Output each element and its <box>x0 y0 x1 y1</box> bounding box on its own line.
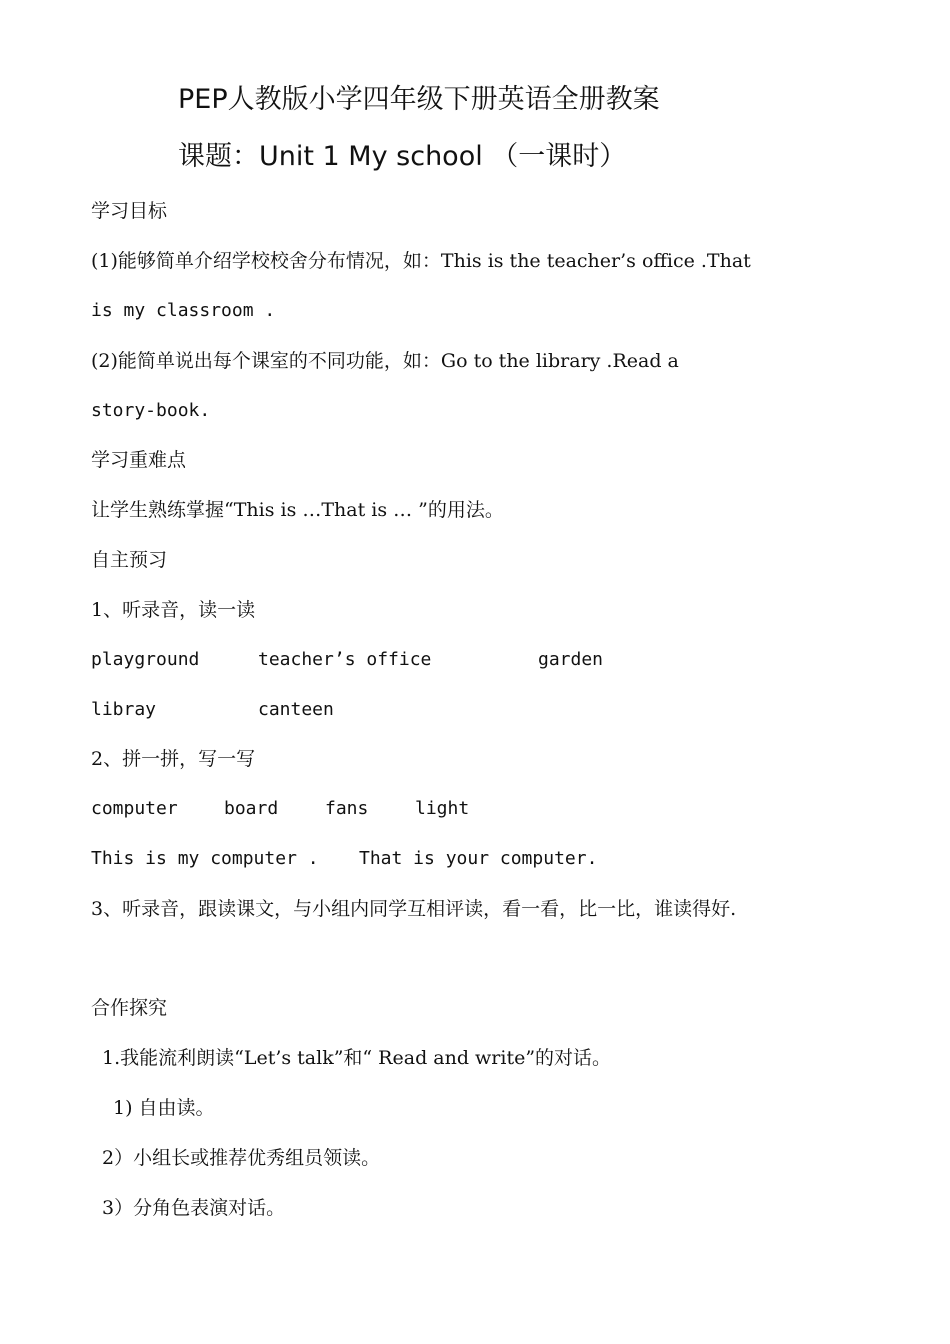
vocab-word: board <box>224 798 279 819</box>
key-point-text: 让学生熟练掌握“This is …That is … ”的用法。 <box>91 499 504 521</box>
cooperation-task-1-step-3: 3）分角色表演对话。 <box>102 1197 286 1219</box>
vocab-word: libray <box>91 699 157 720</box>
objective-2-line-2: story-book. <box>91 400 211 421</box>
section-heading-cooperation: 合作探究 <box>91 997 168 1019</box>
section-heading-self-study: 自主预习 <box>91 549 168 571</box>
step-2-instruction: 2、拼一拼，写一写 <box>91 748 256 770</box>
section-heading-key-points: 学习重难点 <box>91 449 187 471</box>
vocab-word: computer <box>91 798 178 819</box>
vocab-word: fans <box>325 798 369 819</box>
vocab-word: teacher’s office <box>258 649 432 670</box>
objective-1-line-1: (1)能够简单介绍学校校舍分布情况，如：This is the teacher’s office .That <box>91 250 751 272</box>
vocab-word: playground <box>91 649 200 670</box>
document-title: PEP人教版小学四年级下册英语全册教案 <box>178 84 660 115</box>
vocab-word: garden <box>538 649 604 670</box>
cooperation-task-1: 1.我能流利朗读“Let’s talk”和“ Read and write”的对话。 <box>102 1047 612 1069</box>
lesson-title: 课题：Unit 1 My school （一课时） <box>178 141 627 172</box>
step-3-instruction: 3、听录音，跟读课文，与小组内同学互相评读，看一看，比一比，谁读得好. <box>91 898 737 920</box>
step-1-instruction: 1、听录音，读一读 <box>91 599 256 621</box>
vocab-word: canteen <box>258 699 334 720</box>
example-sentences <box>91 846 791 872</box>
objective-1-line-2: is my classroom . <box>91 300 276 321</box>
objective-2-line-1: (2)能简单说出每个课室的不同功能，如：Go to the library .Read a <box>91 350 679 372</box>
cooperation-task-1-step-2: 2）小组长或推荐优秀组员领读。 <box>102 1147 381 1169</box>
vocabulary-row-2 <box>91 697 791 723</box>
vocab-word: light <box>415 798 470 819</box>
cooperation-task-1-step-1: 1) 自由读。 <box>113 1097 215 1119</box>
example-sentence: This is my computer . <box>91 848 319 869</box>
example-sentence: That is your computer. <box>359 848 598 869</box>
vocabulary-row-1 <box>91 647 791 673</box>
section-heading-objectives: 学习目标 <box>91 200 168 222</box>
vocabulary-row-3 <box>91 796 791 822</box>
